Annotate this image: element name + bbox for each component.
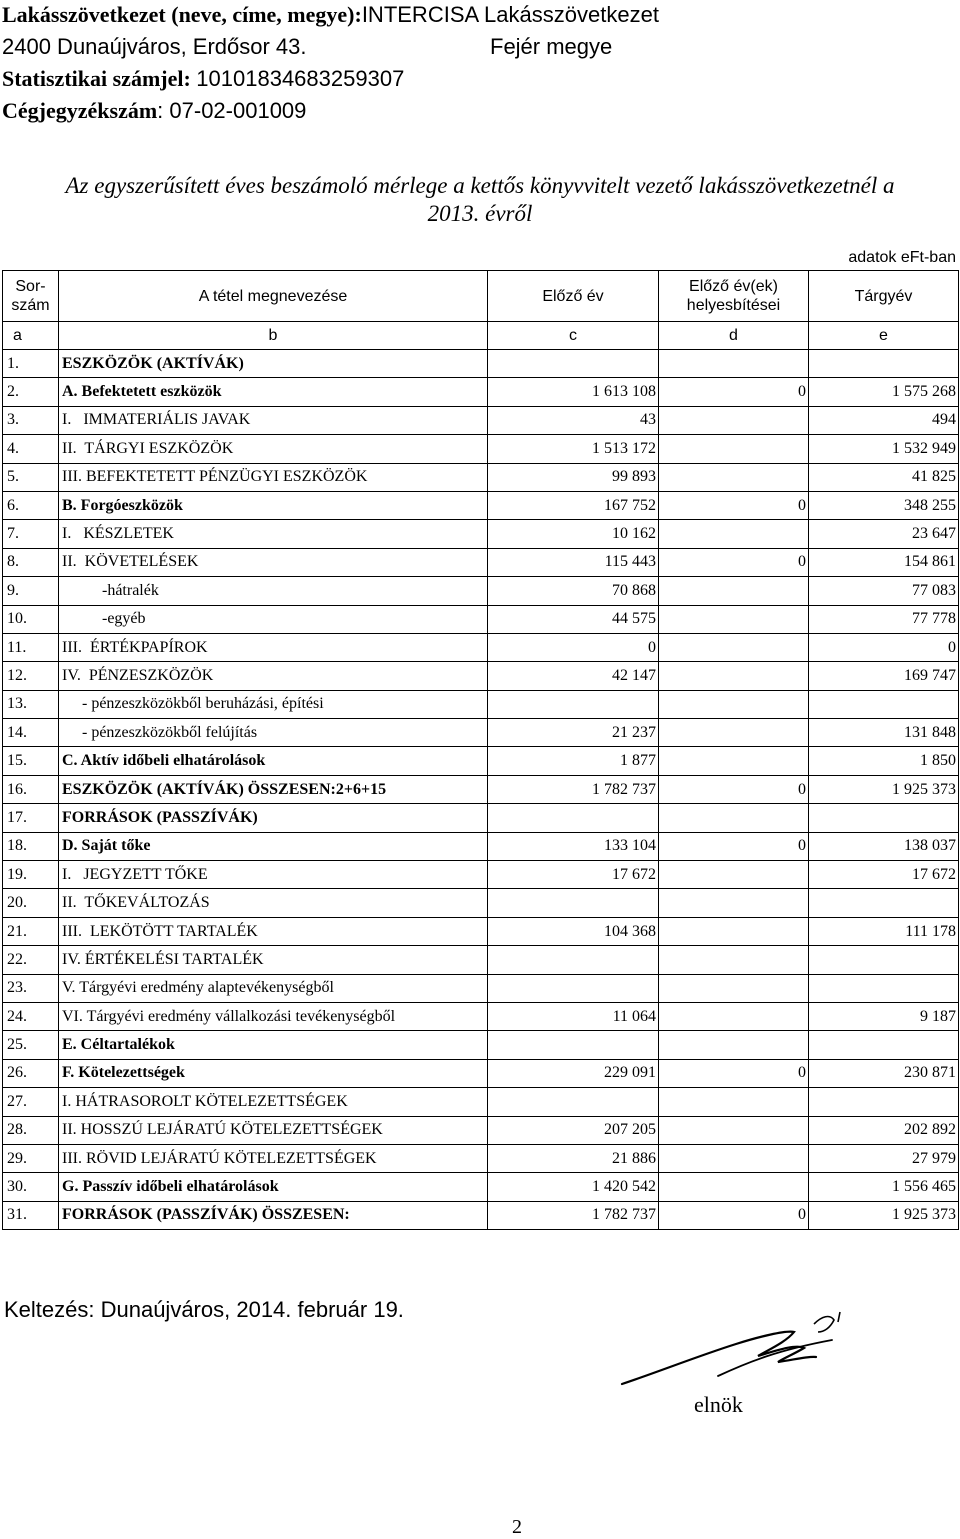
row-label: FORRÁSOK (PASSZÍVÁK) ÖSSZESEN: [59, 1201, 488, 1229]
table-row [3, 974, 959, 1002]
row-label: V. Tárgyévi eredmény alaptevékenységből [59, 974, 488, 1002]
row-previous-year: 17 672 [488, 861, 659, 889]
row-label: - pénzeszközökből beruházási, építési [59, 690, 488, 718]
row-current-year [809, 690, 959, 718]
table-row [3, 889, 959, 917]
row-current-year: 77 083 [809, 577, 959, 605]
row-current-year [809, 804, 959, 832]
row-number: 27. [3, 1088, 59, 1116]
row-number: 26. [3, 1059, 59, 1087]
row-number: 2. [3, 378, 59, 406]
row-previous-year: 0 [488, 633, 659, 661]
row-previous-year: 42 147 [488, 662, 659, 690]
stat-value: 10101834683259307 [196, 66, 405, 91]
row-previous-year [488, 889, 659, 917]
row-correction: 0 [659, 548, 809, 576]
row-current-year [809, 946, 959, 974]
header-line-4 [2, 98, 306, 124]
row-previous-year: 133 104 [488, 832, 659, 860]
row-previous-year: 229 091 [488, 1059, 659, 1087]
row-number: 9. [3, 577, 59, 605]
row-number: 19. [3, 861, 59, 889]
row-correction [659, 1144, 809, 1172]
row-correction [659, 662, 809, 690]
row-label: ESZKÖZÖK (AKTÍVÁK) [59, 350, 488, 378]
header-label: Lakásszövetkezet (neve, címe, megye): [2, 2, 362, 27]
header-elozo-ev: Előző év [488, 271, 659, 322]
header-targyev: Tárgyév [809, 271, 959, 322]
row-label: I. JEGYZETT TŐKE [59, 861, 488, 889]
page-number: 2 [512, 1516, 522, 1538]
row-label: ESZKÖZÖK (AKTÍVÁK) ÖSSZESEN:2+6+15 [59, 775, 488, 803]
table-row [3, 1059, 959, 1087]
row-number: 10. [3, 605, 59, 633]
table-row [3, 577, 959, 605]
row-number: 15. [3, 747, 59, 775]
row-number: 22. [3, 946, 59, 974]
table-row [3, 1088, 959, 1116]
table-row [3, 1201, 959, 1229]
table-row [3, 804, 959, 832]
signature-image [618, 1310, 858, 1400]
row-number: 23. [3, 974, 59, 1002]
letter-cell: a [3, 322, 59, 350]
row-label: III. ÉRTÉKPAPÍROK [59, 633, 488, 661]
row-current-year: 131 848 [809, 719, 959, 747]
row-current-year [809, 350, 959, 378]
letter-cell: c [488, 322, 659, 350]
row-previous-year: 1 513 172 [488, 435, 659, 463]
table-row [3, 350, 959, 378]
row-correction [659, 690, 809, 718]
row-current-year: 494 [809, 406, 959, 434]
table-row [3, 662, 959, 690]
row-label: E. Céltartalékok [59, 1031, 488, 1059]
row-correction [659, 435, 809, 463]
unit-note: adatok eFt-ban [848, 249, 956, 266]
row-current-year [809, 1031, 959, 1059]
row-current-year: 154 861 [809, 548, 959, 576]
row-correction: 0 [659, 832, 809, 860]
row-correction [659, 350, 809, 378]
row-correction [659, 1031, 809, 1059]
row-number: 7. [3, 520, 59, 548]
president-label: elnök [694, 1392, 743, 1417]
row-correction: 0 [659, 1201, 809, 1229]
row-label: G. Passzív időbeli elhatárolások [59, 1173, 488, 1201]
row-number: 25. [3, 1031, 59, 1059]
row-number: 14. [3, 719, 59, 747]
row-current-year: 1 575 268 [809, 378, 959, 406]
table-row [3, 463, 959, 491]
row-previous-year: 11 064 [488, 1002, 659, 1030]
row-label: F. Kötelezettségek [59, 1059, 488, 1087]
row-previous-year: 70 868 [488, 577, 659, 605]
row-correction [659, 1116, 809, 1144]
table-row [3, 491, 959, 519]
row-label: I. KÉSZLETEK [59, 520, 488, 548]
table-row [3, 1144, 959, 1172]
row-previous-year: 21 886 [488, 1144, 659, 1172]
row-correction [659, 633, 809, 661]
row-correction [659, 804, 809, 832]
table-row [3, 605, 959, 633]
row-current-year: 202 892 [809, 1116, 959, 1144]
row-label: -egyéb [59, 605, 488, 633]
table-row [3, 946, 959, 974]
row-correction [659, 1002, 809, 1030]
row-label: IV. PÉNZESZKÖZÖK [59, 662, 488, 690]
table-row [3, 406, 959, 434]
row-previous-year: 115 443 [488, 548, 659, 576]
row-current-year: 1 925 373 [809, 1201, 959, 1229]
row-correction [659, 463, 809, 491]
row-number: 12. [3, 662, 59, 690]
row-previous-year: 10 162 [488, 520, 659, 548]
row-correction: 0 [659, 775, 809, 803]
header-line-3 [2, 66, 404, 92]
row-current-year: 138 037 [809, 832, 959, 860]
row-correction [659, 1088, 809, 1116]
letter-cell: d [659, 322, 809, 350]
cooperative-name: INTERCISA Lakásszövetkezet [361, 2, 659, 27]
row-number: 24. [3, 1002, 59, 1030]
row-current-year: 111 178 [809, 917, 959, 945]
row-current-year: 41 825 [809, 463, 959, 491]
row-current-year: 230 871 [809, 1059, 959, 1087]
table-row [3, 520, 959, 548]
row-previous-year: 99 893 [488, 463, 659, 491]
row-number: 11. [3, 633, 59, 661]
row-label: I. HÁTRASOROLT KÖTELEZETTSÉGEK [59, 1088, 488, 1116]
row-number: 28. [3, 1116, 59, 1144]
header-line-1 [2, 2, 659, 28]
letter-cell: e [809, 322, 959, 350]
row-label: VI. Tárgyévi eredmény vállalkozási tevékenységből [59, 1002, 488, 1030]
row-label: FORRÁSOK (PASSZÍVÁK) [59, 804, 488, 832]
table-row [3, 775, 959, 803]
row-current-year: 0 [809, 633, 959, 661]
row-correction [659, 861, 809, 889]
row-correction [659, 747, 809, 775]
row-label: II. HOSSZÚ LEJÁRATÚ KÖTELEZETTSÉGEK [59, 1116, 488, 1144]
row-label: I. IMMATERIÁLIS JAVAK [59, 406, 488, 434]
row-correction: 0 [659, 1059, 809, 1087]
row-current-year: 1 532 949 [809, 435, 959, 463]
table-row [3, 1031, 959, 1059]
row-previous-year: 104 368 [488, 917, 659, 945]
row-label: D. Saját tőke [59, 832, 488, 860]
row-current-year [809, 889, 959, 917]
header-megnevezes: A tétel megnevezése [59, 271, 488, 322]
row-number: 29. [3, 1144, 59, 1172]
row-current-year: 17 672 [809, 861, 959, 889]
row-number: 18. [3, 832, 59, 860]
row-label: - pénzeszközökből felújítás [59, 719, 488, 747]
row-previous-year [488, 974, 659, 1002]
row-previous-year [488, 1031, 659, 1059]
table-row [3, 861, 959, 889]
row-current-year: 23 647 [809, 520, 959, 548]
table-row [3, 1002, 959, 1030]
address: 2400 Dunaújváros, Erdősor 43. [2, 34, 307, 59]
stat-label: Statisztikai számjel: [2, 66, 191, 91]
table-row [3, 832, 959, 860]
header-helyesbitesei: Előző év(ek) helyesbítései [659, 271, 809, 322]
header-row [3, 271, 959, 322]
row-correction: 0 [659, 491, 809, 519]
row-label: III. LEKÖTÖTT TARTALÉK [59, 917, 488, 945]
row-number: 21. [3, 917, 59, 945]
row-previous-year: 1 420 542 [488, 1173, 659, 1201]
row-current-year: 77 778 [809, 605, 959, 633]
table-row [3, 435, 959, 463]
row-previous-year: 21 237 [488, 719, 659, 747]
row-number: 1. [3, 350, 59, 378]
row-label: II. TŐKEVÁLTOZÁS [59, 889, 488, 917]
row-correction [659, 719, 809, 747]
row-current-year: 169 747 [809, 662, 959, 690]
row-current-year [809, 974, 959, 1002]
document-title: Az egyszerűsített éves beszámoló mérlege a kettős könyvvitelt vezető lakásszövetkezetnél a [65, 173, 895, 198]
row-correction [659, 889, 809, 917]
date-place: Keltezés: Dunaújváros, 2014. február 19. [4, 1297, 404, 1322]
row-correction [659, 520, 809, 548]
row-number: 20. [3, 889, 59, 917]
table-row [3, 747, 959, 775]
row-previous-year [488, 1088, 659, 1116]
row-label: III. RÖVID LEJÁRATÚ KÖTELEZETTSÉGEK [59, 1144, 488, 1172]
row-previous-year: 207 205 [488, 1116, 659, 1144]
row-current-year [809, 1088, 959, 1116]
table-row [3, 719, 959, 747]
row-previous-year [488, 690, 659, 718]
row-previous-year [488, 946, 659, 974]
row-previous-year: 1 782 737 [488, 1201, 659, 1229]
row-number: 13. [3, 690, 59, 718]
letter-cell: b [59, 322, 488, 350]
row-previous-year: 167 752 [488, 491, 659, 519]
row-number: 4. [3, 435, 59, 463]
header-sorszam: Sor- szám [3, 271, 59, 322]
row-label: II. TÁRGYI ESZKÖZÖK [59, 435, 488, 463]
row-label: C. Aktív időbeli elhatárolások [59, 747, 488, 775]
row-correction [659, 577, 809, 605]
table-row [3, 633, 959, 661]
row-current-year: 1 925 373 [809, 775, 959, 803]
row-number: 3. [3, 406, 59, 434]
table-row [3, 1116, 959, 1144]
row-number: 17. [3, 804, 59, 832]
table-row [3, 690, 959, 718]
row-current-year: 9 187 [809, 1002, 959, 1030]
row-current-year: 348 255 [809, 491, 959, 519]
row-label: II. KÖVETELÉSEK [59, 548, 488, 576]
row-correction [659, 605, 809, 633]
row-correction [659, 974, 809, 1002]
row-previous-year [488, 350, 659, 378]
row-current-year: 1 850 [809, 747, 959, 775]
row-correction [659, 946, 809, 974]
row-number: 5. [3, 463, 59, 491]
document-title-year: 2013. évről [427, 201, 533, 226]
row-previous-year: 1 877 [488, 747, 659, 775]
row-correction [659, 917, 809, 945]
row-previous-year: 43 [488, 406, 659, 434]
row-previous-year: 1 782 737 [488, 775, 659, 803]
row-label: A. Befektetett eszközök [59, 378, 488, 406]
table-row [3, 917, 959, 945]
letter-row [3, 322, 959, 350]
row-correction: 0 [659, 378, 809, 406]
cj-value: : 07-02-001009 [157, 98, 307, 123]
table-row [3, 378, 959, 406]
row-label: -hátralék [59, 577, 488, 605]
row-label: III. BEFEKTETETT PÉNZÜGYI ESZKÖZÖK [59, 463, 488, 491]
table-row [3, 1173, 959, 1201]
row-correction [659, 406, 809, 434]
row-number: 6. [3, 491, 59, 519]
row-label: IV. ÉRTÉKELÉSI TARTALÉK [59, 946, 488, 974]
row-previous-year: 1 613 108 [488, 378, 659, 406]
row-number: 8. [3, 548, 59, 576]
row-current-year: 27 979 [809, 1144, 959, 1172]
row-current-year: 1 556 465 [809, 1173, 959, 1201]
row-number: 31. [3, 1201, 59, 1229]
county: Fejér megye [490, 34, 613, 59]
balance-sheet-table [2, 270, 959, 1230]
cj-label: Cégjegyzékszám [2, 98, 158, 123]
row-previous-year: 44 575 [488, 605, 659, 633]
row-previous-year [488, 804, 659, 832]
row-number: 30. [3, 1173, 59, 1201]
row-number: 16. [3, 775, 59, 803]
row-correction [659, 1173, 809, 1201]
row-label: B. Forgóeszközök [59, 491, 488, 519]
table-row [3, 548, 959, 576]
